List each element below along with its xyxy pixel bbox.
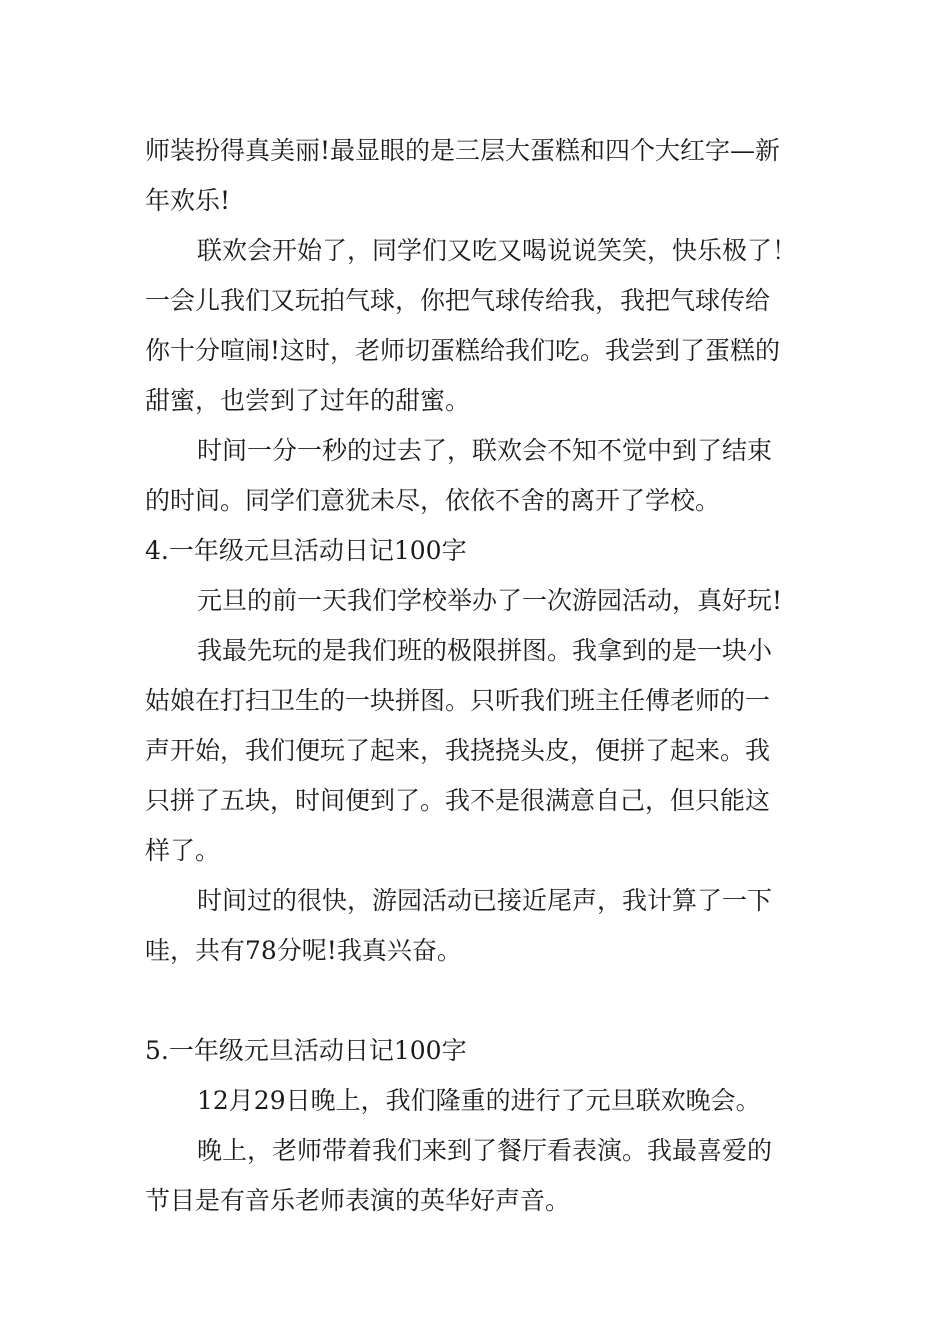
- section-heading: 4.一年级元旦活动日记100字: [145, 536, 467, 565]
- paragraph-line: 样了。: [145, 836, 221, 865]
- paragraph-line: 节目是有音乐老师表演的英华好声音。: [145, 1186, 571, 1215]
- paragraph-line: 师装扮得真美丽!最显眼的是三层大蛋糕和四个大红字—新: [145, 136, 781, 165]
- paragraph-line: 声开始，我们便玩了起来，我挠挠头皮，便拼了起来。我: [145, 736, 771, 765]
- paragraph-line: 时间一分一秒的过去了，联欢会不知不觉中到了结束: [197, 436, 773, 465]
- section-heading: 5.一年级元旦活动日记100字: [145, 1036, 467, 1065]
- paragraph-line: 只拼了五块，时间便到了。我不是很满意自己，但只能这: [145, 786, 771, 815]
- paragraph-line: 时间过的很快，游园活动已接近尾声，我计算了一下: [197, 886, 773, 915]
- paragraph-line: 我最先玩的是我们班的极限拼图。我拿到的是一块小: [197, 636, 773, 665]
- blank-line: [145, 976, 807, 1026]
- paragraph-line: 晚上，老师带着我们来到了餐厅看表演。我最喜爱的: [197, 1136, 773, 1165]
- paragraph-line: 年欢乐!: [145, 186, 231, 215]
- document-page: [145, 126, 807, 1226]
- paragraph-line: 姑娘在打扫卫生的一块拼图。只听我们班主任傅老师的一: [145, 686, 771, 715]
- paragraph-line: 你十分喧闹!这时，老师切蛋糕给我们吃。我尝到了蛋糕的: [145, 336, 781, 365]
- paragraph-line: 甜蜜，也尝到了过年的甜蜜。: [145, 386, 471, 415]
- paragraph-line: 的时间。同学们意犹未尽，依依不舍的离开了学校。: [145, 486, 721, 515]
- paragraph-line: 哇，共有78分呢!我真兴奋。: [145, 936, 462, 965]
- paragraph-line: 12月29日晚上，我们隆重的进行了元旦联欢晚会。: [197, 1086, 761, 1115]
- paragraph-line: 元旦的前一天我们学校举办了一次游园活动，真好玩!: [197, 586, 783, 615]
- paragraph-line: 一会儿我们又玩拍气球，你把气球传给我，我把气球传给: [145, 286, 771, 315]
- paragraph-line: 联欢会开始了，同学们又吃又喝说说笑笑，快乐极了！: [197, 236, 798, 265]
